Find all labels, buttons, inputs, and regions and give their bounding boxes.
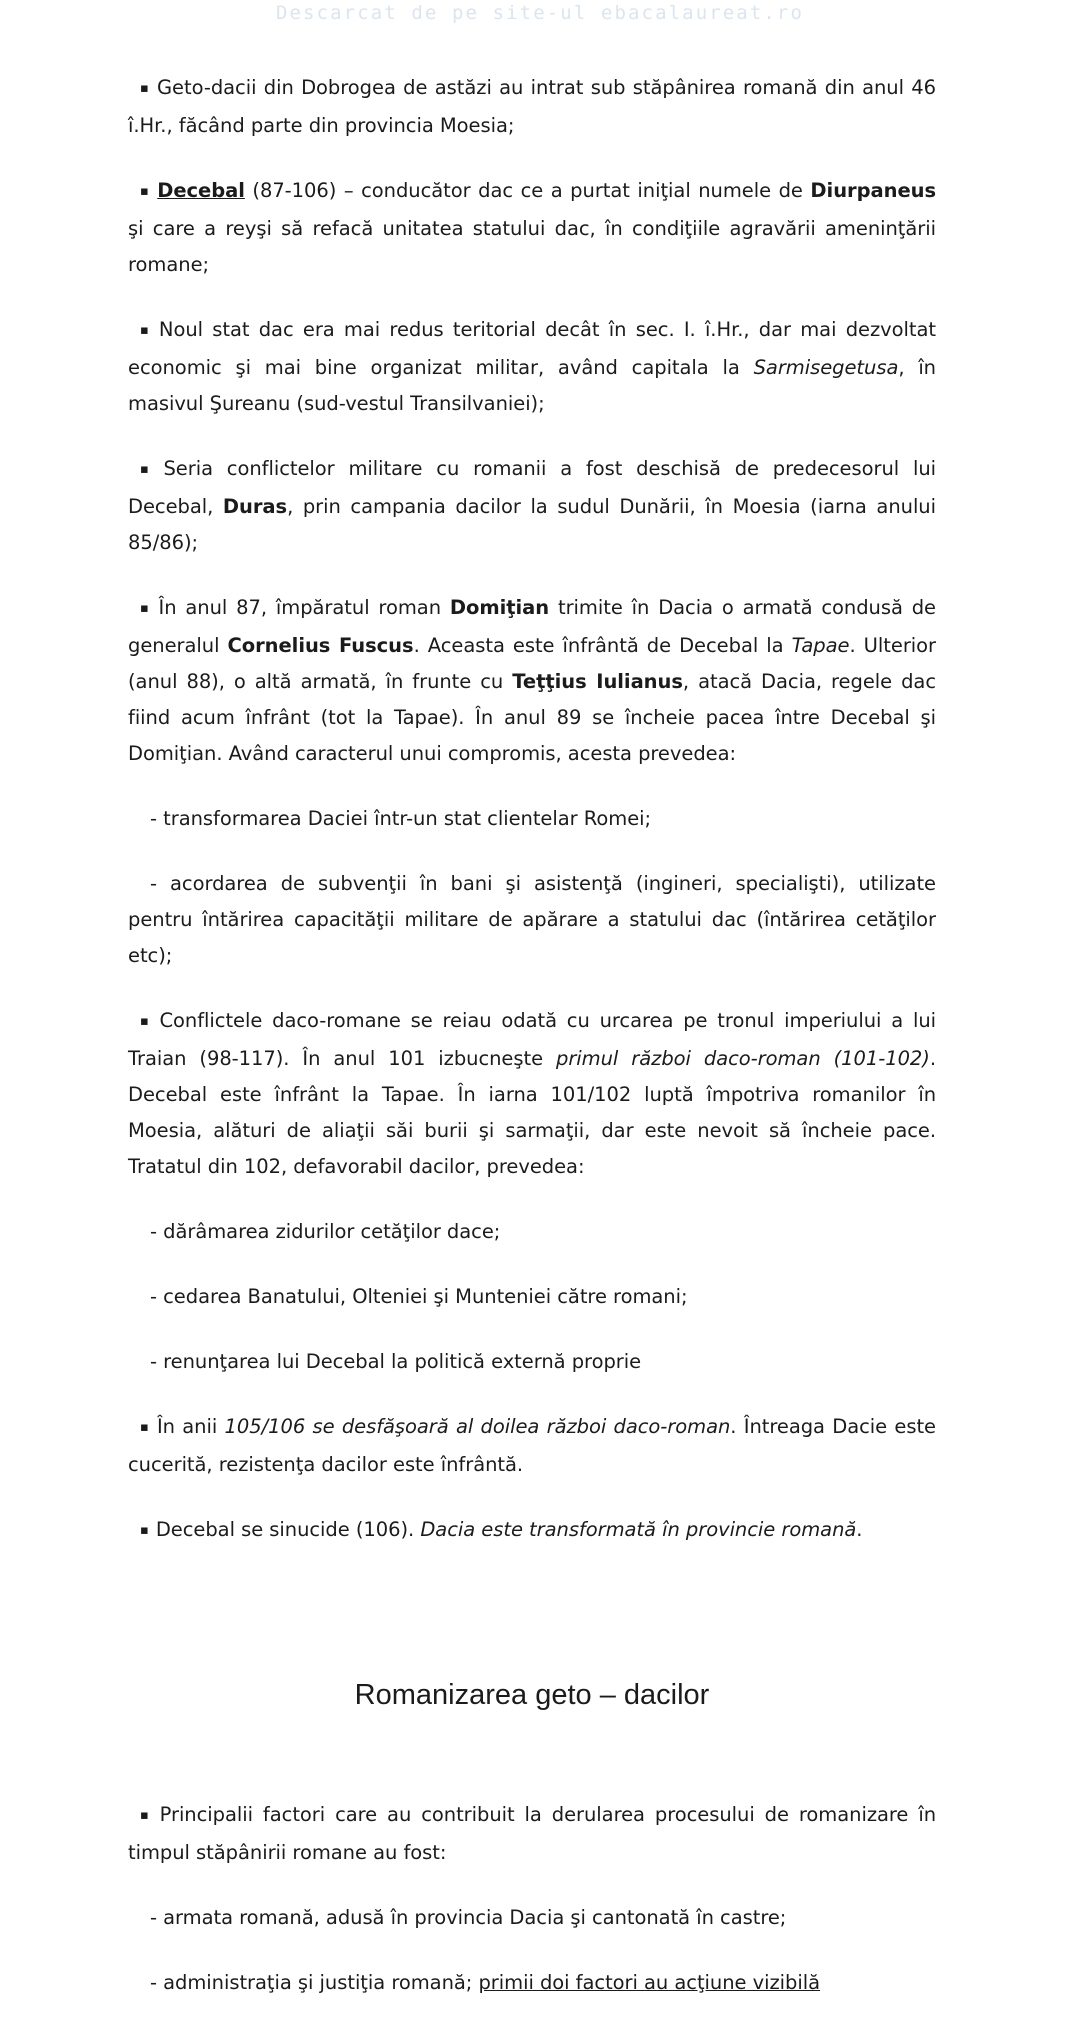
bullet-paragraph-noul-stat-dac bbox=[128, 312, 936, 422]
document-body bbox=[128, 70, 936, 2030]
paragraph-text-tail: . Decebal este înfrânt la Tapae. În iarna 101/102 luptă împotriva romanilor în Moesia, alături de aliaţii săi burii şi sarmaţii, dar este nevoit să încheie pace. Tratatul din 102, defavorabil dacilor, prevedea: bbox=[128, 1047, 936, 1178]
duras-name: Duras bbox=[222, 495, 288, 518]
dash-item-text: - administraţia şi justiţia romană; bbox=[150, 1971, 479, 1994]
dash-item-text: - acordarea de subvenţii în bani şi asistenţă (ingineri, specialişti), utilizate pentru întărirea capacităţii militare de apărare a statului dac (întărirea cetăţilor etc); bbox=[128, 872, 936, 967]
bullet-paragraph-al-doilea-razboi bbox=[128, 1409, 936, 1483]
dash-item-cedarea-banatului bbox=[128, 1279, 936, 1315]
paragraph-text: . Aceasta este înfrântă de Decebal la bbox=[413, 634, 792, 657]
paragraph-text-tail: , atacă Dacia, regele dac fiind acum înfrânt (tot la Tapae). În anul 89 se încheie pacea între Decebal şi Domiţian. Având caracterul unui compromis, acesta prevedea: bbox=[128, 670, 937, 765]
bullet-paragraph-anul-87 bbox=[128, 590, 936, 772]
paragraph-text-tail: . Întreaga Dacie este cucerită, rezistenţa dacilor este înfrântă. bbox=[128, 1415, 936, 1476]
paragraph-text: Conflictele daco-romane se reiau odată cu urcarea pe tronul imperiului a lui Traian (98-117). În anul 101 izbucneşte bbox=[128, 1009, 936, 1070]
dash-item-daramarea-zidurilor bbox=[128, 1214, 936, 1250]
dacia-provincie-romana-note: Dacia este transformată în provincie romană bbox=[420, 1518, 857, 1541]
tapae-name: Tapae bbox=[791, 634, 850, 657]
dash-item-administratia-justitia bbox=[128, 1965, 936, 2001]
sarmisegetusa-name: Sarmisegetusa bbox=[753, 356, 899, 379]
dash-item-armata-romana bbox=[128, 1900, 936, 1936]
bullet-paragraph-decebal-sinucide bbox=[128, 1512, 936, 1550]
bullet-icon: ▪ bbox=[140, 462, 157, 477]
paragraph-text: . Ulterior (anul 88), o altă armată, în frunte cu bbox=[128, 634, 937, 693]
paragraph-text: (87-106) – conducător dac ce a purtat iniţial numele de bbox=[244, 179, 811, 202]
section-heading-romanizarea: Romanizarea geto – dacilor bbox=[354, 1679, 710, 1711]
bullet-paragraph-principalii-factori bbox=[128, 1797, 936, 1871]
dash-item-text: - armata romană, adusă în provincia Dacia şi cantonată în castre; bbox=[150, 1906, 787, 1929]
page-watermark: Descarcat de pe site-ul ebacalaureat.ro bbox=[275, 2, 805, 24]
bullet-icon: ▪ bbox=[140, 1014, 153, 1029]
primii-doi-factori-note: primii doi factori au acţiune vizibilă bbox=[478, 1971, 821, 1994]
paragraph-text: Seria conflictelor militare cu romanii a fost deschisă de predecesorul lui Decebal, bbox=[128, 457, 937, 518]
bullet-paragraph-geto-dacii bbox=[128, 70, 936, 144]
dash-item-text: - renunţarea lui Decebal la politică externă proprie bbox=[150, 1350, 642, 1373]
bullet-icon: ▪ bbox=[140, 601, 152, 616]
paragraph-text: Noul stat dac era mai redus teritorial decât în sec. I. î.Hr., dar mai dezvoltat economic şi mai bine organizat militar, având capitala la bbox=[128, 318, 936, 379]
paragraph-text-tail: şi care a reуşi să refacă unitatea statului dac, în condiţiile agravării ameninţării romane; bbox=[128, 217, 936, 276]
al-doilea-razboi-title: 105/106 se desfăşoară al doilea război daco-roman bbox=[224, 1415, 731, 1438]
domitian-name: Domiţian bbox=[449, 596, 550, 619]
paragraph-text-tail: , în masivul Şureanu (sud-vestul Transilvaniei); bbox=[128, 356, 936, 415]
paragraph-text-tail: . bbox=[856, 1518, 863, 1541]
paragraph-text: În anii bbox=[156, 1415, 225, 1438]
dash-item-text: - cedarea Banatului, Olteniei şi Munteniei către romani; bbox=[150, 1285, 688, 1308]
bullet-icon: ▪ bbox=[140, 323, 152, 338]
bullet-paragraph-seria-conflictelor bbox=[128, 451, 936, 561]
dash-item-text: - dărâmarea zidurilor cetăţilor dace; bbox=[150, 1220, 501, 1243]
bullet-icon: ▪ bbox=[140, 1808, 153, 1823]
dash-item-text: - transformarea Daciei într-un stat clientelar Romei; bbox=[150, 807, 652, 830]
bullet-icon: ▪ bbox=[140, 1420, 150, 1435]
diurpaneus-name: Diurpaneus bbox=[810, 179, 937, 202]
dash-item-renuntarea-politica-externa bbox=[128, 1344, 936, 1380]
cornelius-fuscus-name: Cornelius Fuscus bbox=[227, 634, 414, 657]
bullet-paragraph-conflictele-daco-romane bbox=[128, 1003, 936, 1185]
paragraph-text: În anul 87, împăratul roman bbox=[158, 596, 450, 619]
paragraph-text-tail: , prin campania dacilor la sudul Dunării, în Moesia (iarna anului 85/86); bbox=[128, 495, 936, 554]
bullet-icon: ▪ bbox=[140, 81, 150, 96]
primul-razboi-daco-roman-title: primul război daco-roman (101-102) bbox=[556, 1047, 930, 1070]
dash-item-acordarea-subventii bbox=[128, 866, 936, 974]
heading-top-spacer bbox=[128, 1579, 936, 1675]
dash-item-transformarea-daciei bbox=[128, 801, 936, 837]
paragraph-text: Geto-dacii din Dobrogea de astăzi au intrat sub stăpânirea romană din anul 46 î.Hr., făcând parte din provincia Moesia; bbox=[128, 76, 936, 137]
heading-bottom-spacer bbox=[128, 1715, 936, 1797]
paragraph-text: trimite în Dacia o armată condusă de generalul bbox=[128, 596, 936, 657]
bullet-icon: ▪ bbox=[140, 184, 151, 199]
decebal-name: Decebal bbox=[157, 179, 245, 202]
paragraph-text: Decebal se sinucide (106). bbox=[155, 1518, 421, 1541]
bullet-paragraph-decebal bbox=[128, 173, 936, 283]
paragraph-text: Principalii factori care au contribuit la derularea procesului de romanizare în timpul stăpânirii romane au fost: bbox=[128, 1803, 937, 1864]
bullet-icon: ▪ bbox=[140, 1523, 149, 1538]
tettius-iulianus-name: Teţţius Iulianus bbox=[512, 670, 683, 693]
